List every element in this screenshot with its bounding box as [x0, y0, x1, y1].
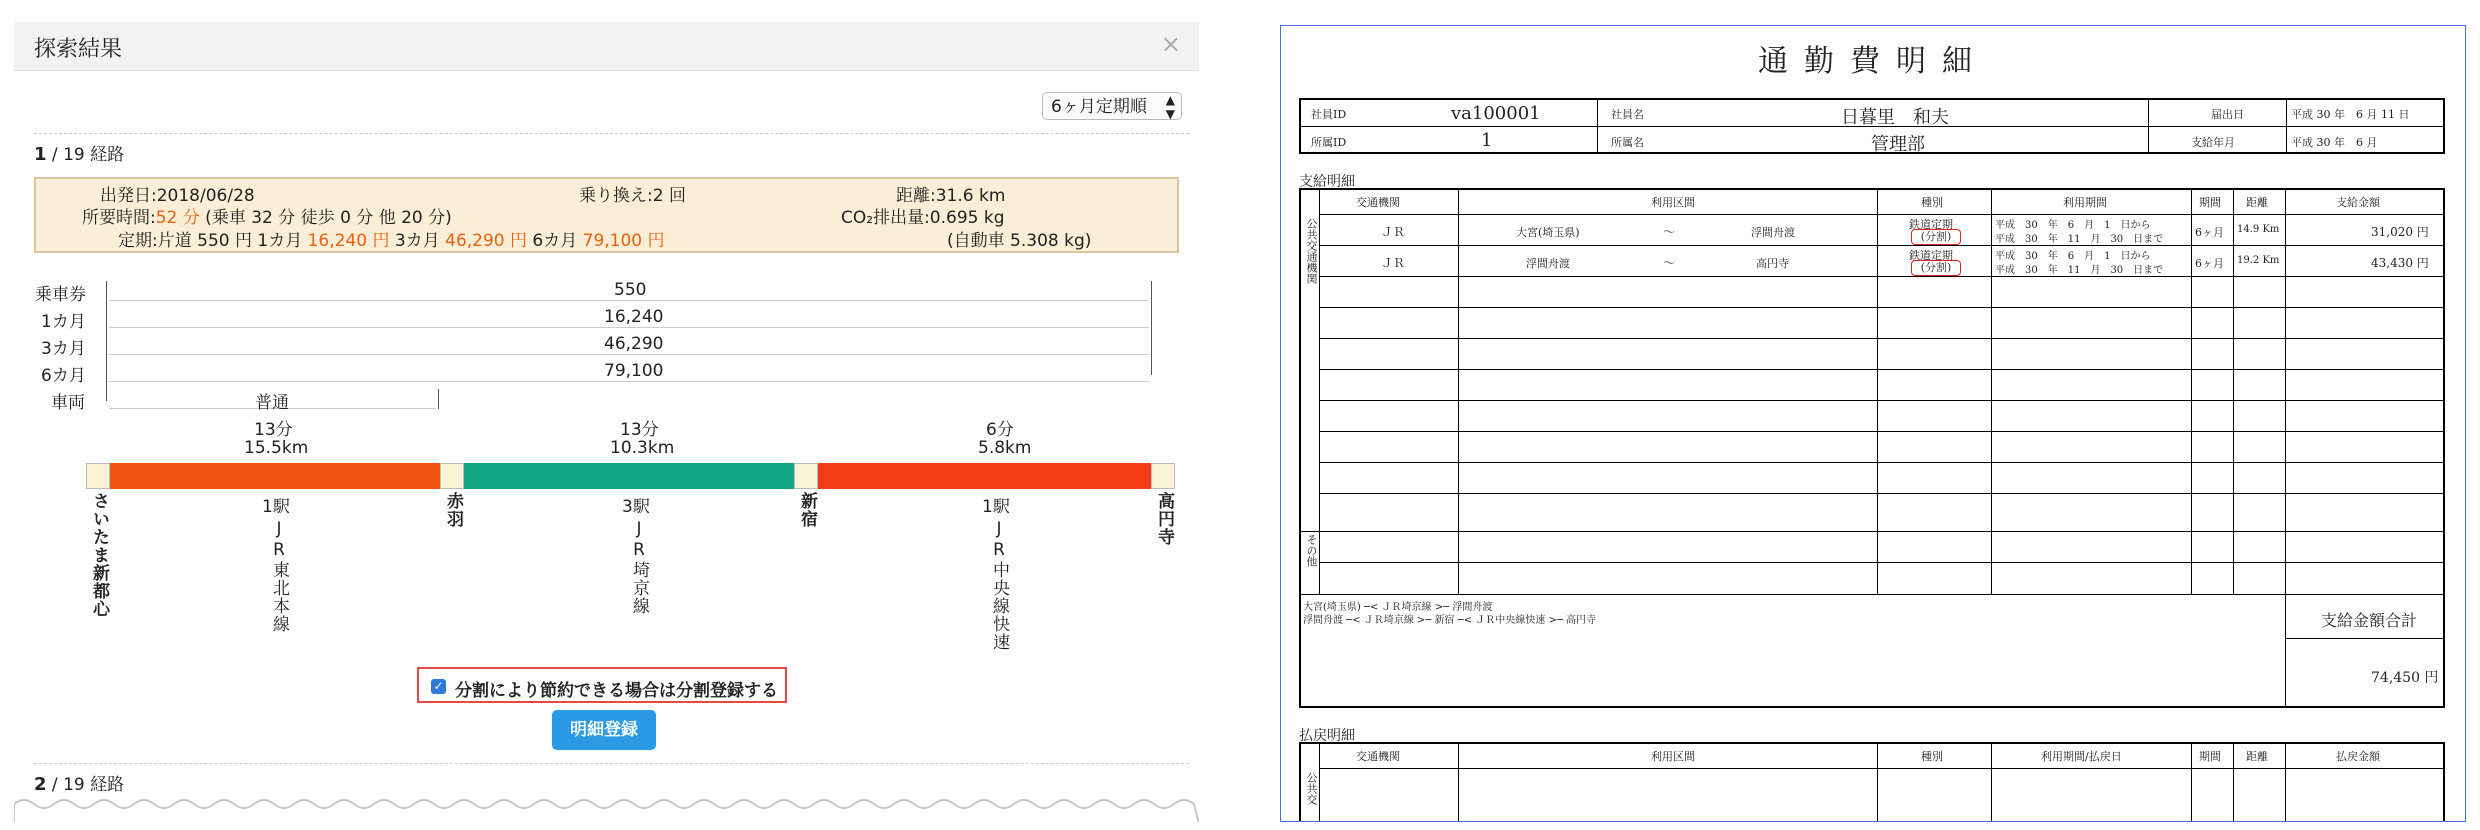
fare-axis-right	[1151, 281, 1152, 375]
segment-stops: 1駅	[262, 497, 290, 517]
station-name[interactable]: 高円寺	[1154, 492, 1174, 546]
segment-time: 13分	[620, 420, 659, 440]
panel-title: 探索結果	[34, 37, 123, 62]
segment-stops: 3駅	[622, 497, 650, 517]
grid-line	[2191, 742, 2192, 822]
co2-emission: CO₂排出量:0.695 kg	[841, 208, 1005, 228]
line-name[interactable]: JR東北本線	[269, 519, 289, 633]
sort-select-value: 6ヶ月定期順	[1051, 97, 1147, 117]
dept-id-label: 所属ID	[1311, 136, 1347, 149]
divider	[34, 133, 1189, 134]
row-kind: 鉄道定期	[1909, 218, 1953, 231]
car-row-label: 車両	[51, 393, 85, 413]
fare-row-value: 16,240	[604, 307, 664, 327]
paymonth-label: 支給年月	[2191, 136, 2235, 149]
grid-line	[1319, 400, 2445, 401]
station-name[interactable]: 赤羽	[443, 492, 463, 528]
row-to: 浮間舟渡	[1751, 226, 1795, 239]
row-from: 浮間舟渡	[1526, 257, 1570, 270]
distance: 距離:31.6 km	[896, 186, 1006, 206]
segment-stops: 1駅	[982, 497, 1010, 517]
route-counter-next	[34, 770, 124, 795]
side-label-public: 公共交通機関	[1305, 218, 1318, 284]
line-name[interactable]: JR埼京線	[629, 519, 649, 615]
grid-line	[2233, 188, 2234, 594]
grid-line	[1991, 742, 1992, 822]
departure-date: 出発日:2018/06/28	[100, 186, 255, 206]
col-header: 種別	[1921, 750, 1943, 763]
grid-line	[1458, 742, 1459, 822]
row-to: 高円寺	[1756, 257, 1789, 270]
row-term: 6ヶ月	[2195, 257, 2224, 270]
grid-line	[2285, 638, 2445, 639]
station-marker	[86, 463, 110, 489]
fare-row-label: 3カ月	[41, 339, 86, 359]
fare-6m: 79,100 円	[582, 231, 665, 251]
grid-line	[1319, 431, 2445, 432]
segment-time: 6分	[986, 420, 1014, 440]
split-register-option[interactable]	[417, 667, 787, 703]
station-marker	[1151, 463, 1175, 489]
travel-time-value: 52 分	[155, 208, 200, 228]
route-index: 1	[34, 144, 47, 165]
search-results-panel	[14, 22, 1199, 822]
grid-line	[2285, 742, 2286, 822]
car-emission: (自動車 5.308 kg)	[947, 231, 1092, 251]
row-kind-split: (分割)	[1911, 229, 1961, 245]
grid-line	[1319, 493, 2445, 494]
row-kind: 鉄道定期	[1909, 249, 1953, 262]
row-line	[109, 381, 1149, 382]
grid-line	[1877, 742, 1878, 822]
fare-3m-label: 3カ月	[389, 231, 446, 251]
col-header: 交通機関	[1356, 196, 1400, 209]
segment-bar-tohoku	[110, 463, 440, 489]
grid-line	[1319, 307, 2445, 308]
side-label-refund: 公共交	[1305, 772, 1318, 805]
commuter-fares	[118, 226, 665, 251]
grid-line	[1991, 188, 1992, 594]
grid-line	[1319, 462, 2445, 463]
car-axis-right	[438, 389, 439, 409]
total-value: 74,450 円	[2371, 670, 2439, 686]
dept-name-label: 所属名	[1611, 136, 1644, 149]
commute-expense-document	[1280, 25, 2466, 822]
select-arrows-icon: ▲ ▼	[1165, 93, 1175, 121]
grid-line	[2148, 98, 2149, 154]
route-note: 浮間舟渡 ─< ＪＲ埼京線 >─ 新宿 ─< ＪＲ中央線快速 >─ 高円寺	[1303, 615, 1597, 626]
fare-prefix: 定期:片道 550 円 1カ月	[118, 231, 308, 251]
fare-row-label: 乗車券	[35, 285, 86, 305]
col-header: 距離	[2246, 196, 2268, 209]
pay-details-table	[1299, 188, 2445, 708]
fare-1m: 16,240 円	[307, 231, 390, 251]
col-header: 種別	[1921, 196, 1943, 209]
fare-3m: 46,290 円	[445, 231, 528, 251]
col-header: 利用期間	[2063, 196, 2107, 209]
route-summary	[34, 177, 1179, 253]
segment-distance: 5.8km	[978, 438, 1032, 458]
row-term: 6ヶ月	[2195, 226, 2224, 239]
grid-line	[1319, 562, 2445, 563]
dept-name: 管理部	[1871, 134, 1925, 155]
row-agency: ＪＲ	[1381, 256, 1406, 270]
fare-row-value: 46,290	[604, 334, 664, 354]
panel-header	[14, 22, 1199, 71]
filed-label: 届出日	[2211, 108, 2244, 121]
row-period-to: 平成 30 年 11 月 30 日まで	[1995, 265, 2164, 276]
fare-row-value: 79,100	[604, 361, 664, 381]
grid-line	[1877, 188, 1878, 594]
total-label: 支給金額合計	[2321, 611, 2418, 630]
route-note: 大宮(埼玉県) ─< ＪＲ埼京線 >─ 浮間舟渡	[1303, 602, 1493, 613]
register-details-button[interactable]: 明細登録	[552, 710, 656, 750]
segment-bar-saikyo	[464, 463, 794, 489]
segment-distance: 10.3km	[610, 438, 675, 458]
row-from: 大宮(埼玉県)	[1516, 226, 1580, 239]
grid-line	[1319, 245, 2445, 246]
grid-line	[2285, 594, 2286, 708]
grid-line	[2285, 188, 2286, 594]
grid-line	[1319, 768, 2445, 769]
row-line	[109, 354, 1149, 355]
row-period-from: 平成 30 年 6 月 1 日から	[1995, 220, 2151, 231]
filed-date: 平成 30 年 6 月 11 日	[2291, 108, 2410, 121]
split-register-label: 分割により節約できる場合は分割登録する	[455, 681, 778, 701]
col-header: 利用期間/払戻日	[2041, 750, 2122, 763]
emp-name: 日暮里 和夫	[1841, 107, 1949, 128]
row-tilde: ～	[1663, 225, 1676, 239]
line-name[interactable]: JR中央線快速	[989, 519, 1009, 651]
route-total: / 19 経路	[46, 775, 125, 795]
document-title: 通勤費明細	[1758, 44, 1988, 79]
fare-row-value: 550	[614, 280, 647, 300]
grid-line	[1319, 742, 1320, 822]
paymonth: 平成 30 年 6 月	[2291, 136, 2378, 149]
refund-section-title: 払戻明細	[1299, 728, 1355, 744]
car-row-value: 普通	[255, 393, 289, 413]
grid-line	[2286, 98, 2287, 154]
fare-axis-left	[106, 281, 107, 401]
route-counter	[34, 140, 124, 165]
dept-id: 1	[1481, 130, 1493, 151]
travel-time	[82, 203, 452, 228]
row-amount: 31,020 円	[2371, 225, 2429, 239]
transfer-count: 乗り換え:2 回	[579, 186, 686, 206]
segment-time: 13分	[254, 420, 293, 440]
row-tilde: ～	[1663, 256, 1676, 270]
col-header: 支給金額	[2336, 196, 2380, 209]
grid-line	[2233, 742, 2234, 822]
row-distance: 19.2 Km	[2237, 255, 2280, 266]
grid-line	[1319, 188, 1320, 594]
segment-distance: 15.5km	[244, 438, 309, 458]
travel-time-detail: (乗車 32 分 徒歩 0 分 他 20 分)	[199, 208, 452, 228]
grid-line	[2191, 188, 2192, 594]
emp-id-label: 社員ID	[1311, 108, 1347, 121]
col-header: 期間	[2199, 196, 2221, 209]
grid-line	[1299, 594, 2445, 595]
route-index: 2	[34, 774, 47, 795]
emp-name-label: 社員名	[1611, 108, 1644, 121]
row-amount: 43,430 円	[2371, 256, 2429, 270]
col-header: 期間	[2199, 750, 2221, 763]
row-period-to: 平成 30 年 11 月 30 日まで	[1995, 234, 2164, 245]
pay-section-title: 支給明細	[1299, 174, 1355, 190]
row-distance: 14.9 Km	[2237, 224, 2280, 235]
grid-line	[1319, 369, 2445, 370]
travel-time-label: 所要時間:	[82, 208, 156, 228]
refund-table	[1299, 742, 2445, 822]
col-header: 払戻金額	[2336, 750, 2380, 763]
sort-select[interactable]	[1042, 92, 1182, 120]
station-marker	[440, 463, 464, 489]
row-kind-split: (分割)	[1911, 260, 1961, 276]
row-period-from: 平成 30 年 6 月 1 日から	[1995, 251, 2151, 262]
fare-row-label: 6カ月	[41, 366, 86, 386]
row-line	[109, 300, 1149, 301]
col-header: 利用区間	[1651, 196, 1695, 209]
emp-id: va100001	[1451, 103, 1541, 124]
grid-line	[1319, 276, 2445, 277]
fare-row-label: 1カ月	[41, 312, 86, 332]
row-agency: ＪＲ	[1381, 225, 1406, 239]
divider	[34, 763, 1189, 764]
station-name[interactable]: 新宿	[797, 492, 817, 528]
route-total: / 19 経路	[46, 145, 125, 165]
torn-edge	[14, 794, 1199, 822]
row-line	[109, 327, 1149, 328]
grid-line	[1319, 214, 2445, 215]
grid-line	[1299, 531, 2445, 532]
col-header: 交通機関	[1356, 750, 1400, 763]
station-name[interactable]: さいたま新都心	[89, 492, 109, 618]
close-icon[interactable]: ×	[1160, 30, 1181, 58]
grid-line	[1319, 338, 2445, 339]
fare-6m-label: 6カ月	[527, 231, 583, 251]
col-header: 利用区間	[1651, 750, 1695, 763]
station-marker	[794, 463, 818, 489]
segment-bar-chuo	[818, 463, 1151, 489]
grid-line	[1458, 188, 1459, 594]
side-label-other: その他	[1305, 534, 1318, 567]
grid-line	[1597, 98, 1598, 154]
split-register-checkbox[interactable]: ✓	[431, 679, 446, 694]
col-header: 距離	[2246, 750, 2268, 763]
